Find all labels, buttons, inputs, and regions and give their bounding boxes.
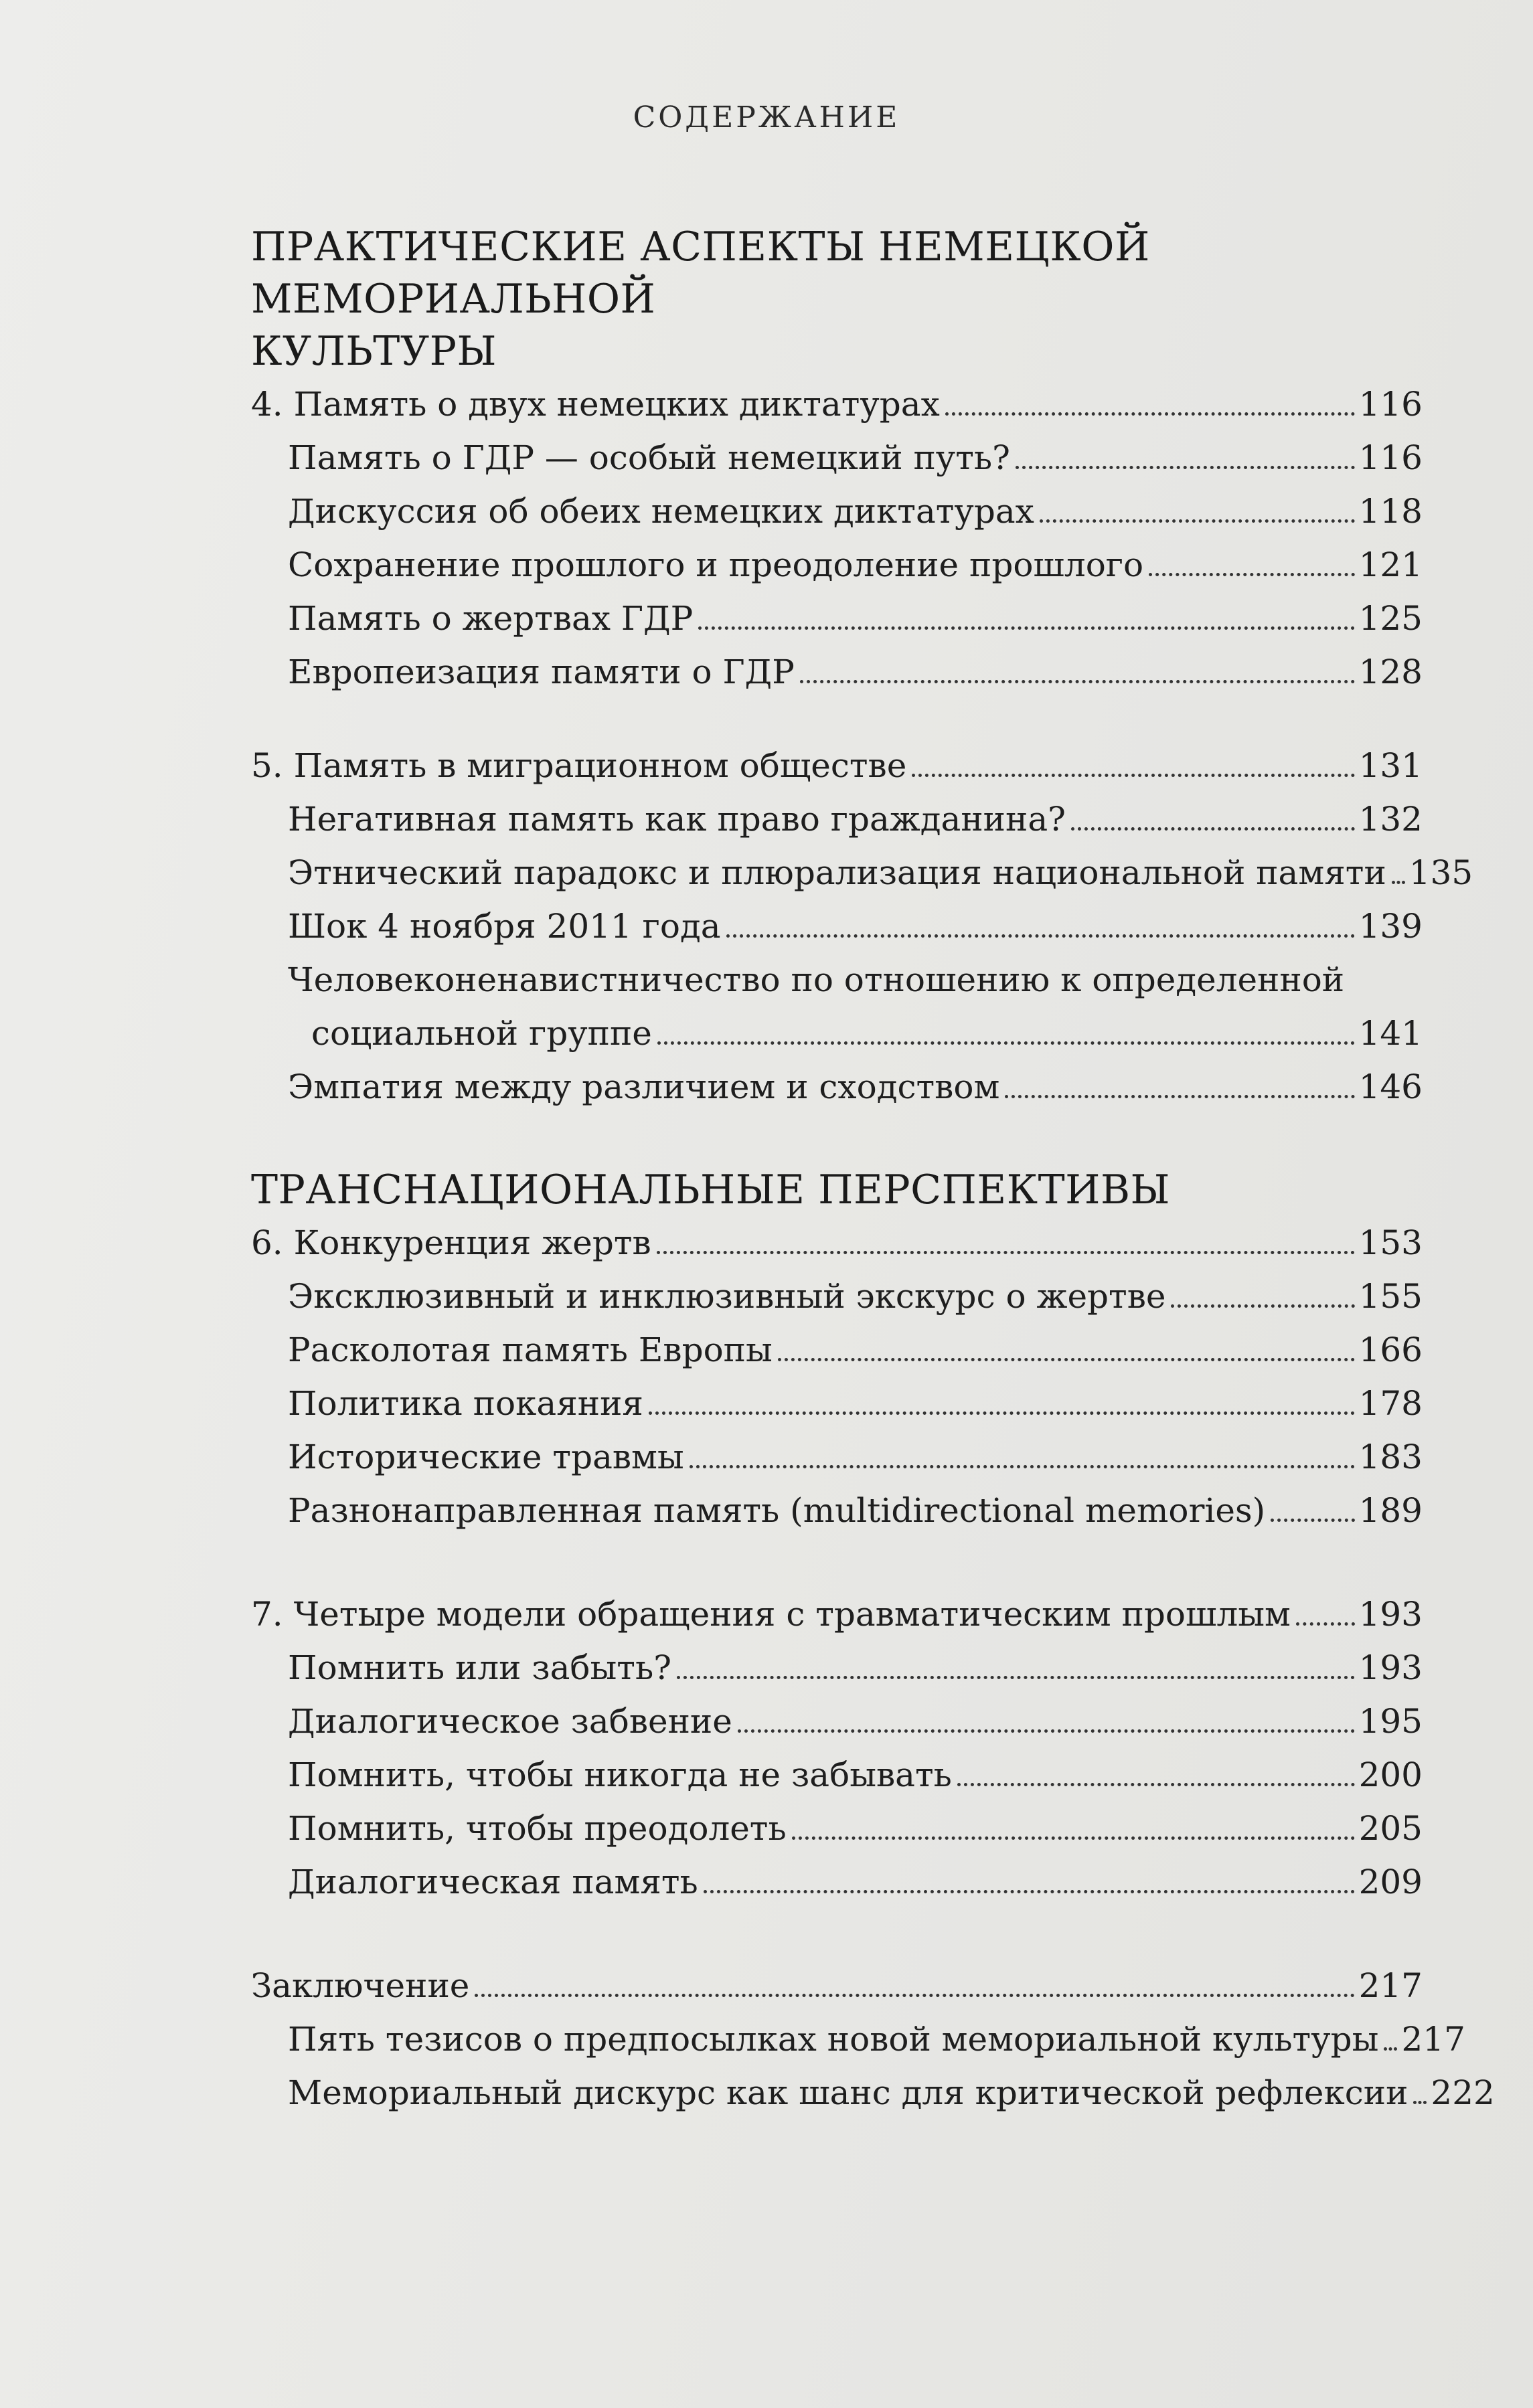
page-number: 132 bbox=[1358, 800, 1423, 839]
page-number: 193 bbox=[1358, 1595, 1423, 1634]
page-number: 116 bbox=[1358, 438, 1423, 477]
page-number: 135 bbox=[1408, 853, 1473, 892]
chapter-6 bbox=[251, 1216, 1423, 1537]
page-number: 166 bbox=[1358, 1330, 1423, 1369]
chapter-4 bbox=[251, 377, 1423, 699]
page-number: 146 bbox=[1358, 1067, 1423, 1106]
leader-dots bbox=[690, 1465, 1355, 1468]
page-number: 155 bbox=[1358, 1277, 1423, 1316]
toc-entry[interactable]: Дискуссия об обеих немецких диктатурах 118 bbox=[251, 485, 1423, 538]
toc-entry[interactable]: Память о жертвах ГДР 125 bbox=[251, 592, 1423, 645]
toc-entry[interactable]: 7. Четыре модели обращения с травматическим прошлым 193 bbox=[251, 1587, 1423, 1641]
toc-entry[interactable]: Политика покаяния 178 bbox=[251, 1377, 1423, 1430]
leader-dots bbox=[1071, 827, 1355, 831]
toc-entry-wrapped-line[interactable]: Человеконенавистничество по отношению к определенной bbox=[288, 960, 1345, 999]
page-number: 116 bbox=[1358, 385, 1423, 424]
leader-dots bbox=[1005, 1095, 1354, 1098]
page-number: 141 bbox=[1358, 1014, 1423, 1053]
leader-dots bbox=[1384, 2047, 1397, 2051]
page-number: 118 bbox=[1358, 492, 1423, 531]
page-number: 217 bbox=[1358, 1966, 1423, 2005]
toc-entry[interactable]: Заключение 217 bbox=[251, 1959, 1423, 2012]
page-number: 131 bbox=[1358, 746, 1423, 785]
leader-dots bbox=[1296, 1622, 1355, 1626]
toc-entry[interactable]: 6. Конкуренция жертв 153 bbox=[251, 1216, 1423, 1270]
leader-dots bbox=[778, 1358, 1355, 1361]
toc-entry[interactable]: социальной группе 141 bbox=[251, 1007, 1423, 1060]
toc-entry[interactable]: Диалогическое забвение 195 bbox=[251, 1695, 1423, 1748]
section-title: ТРАНСНАЦИОНАЛЬНЫЕ ПЕРСПЕКТИВЫ bbox=[251, 1167, 1171, 1213]
page-number: 139 bbox=[1358, 907, 1423, 946]
leader-dots bbox=[800, 680, 1355, 683]
leader-dots bbox=[738, 1729, 1355, 1733]
leader-dots bbox=[657, 1041, 1355, 1045]
leader-dots bbox=[1392, 881, 1405, 884]
leader-dots bbox=[649, 1411, 1355, 1415]
section-title: ПРАКТИЧЕСКИЕ АСПЕКТЫ НЕМЕЦКОЙ МЕМОРИАЛЬНОЙ КУЛЬТУРЫ bbox=[251, 224, 1150, 375]
page-number: 205 bbox=[1358, 1809, 1423, 1848]
page-number: 195 bbox=[1358, 1702, 1423, 1741]
page-number: 217 bbox=[1401, 2020, 1465, 2059]
page-number: 209 bbox=[1358, 1863, 1423, 1901]
page-number: 183 bbox=[1358, 1438, 1423, 1476]
page-number: 153 bbox=[1358, 1223, 1423, 1262]
page-number: 125 bbox=[1358, 599, 1423, 638]
leader-dots bbox=[698, 626, 1354, 630]
leader-dots bbox=[1016, 466, 1355, 469]
leader-dots bbox=[657, 1251, 1355, 1254]
toc-entry[interactable]: Исторические травмы 183 bbox=[251, 1430, 1423, 1484]
toc-entry[interactable]: Негативная память как право гражданина? 132 bbox=[251, 792, 1423, 846]
toc-entry[interactable]: Помнить, чтобы преодолеть 205 bbox=[251, 1802, 1423, 1855]
toc-entry[interactable]: Сохранение прошлого и преодоление прошлого 121 bbox=[251, 538, 1423, 592]
conclusion bbox=[251, 1959, 1495, 2120]
leader-dots bbox=[957, 1783, 1355, 1786]
running-head: СОДЕРЖАНИЕ bbox=[633, 100, 900, 135]
page-number: 128 bbox=[1358, 653, 1423, 691]
page-number: 200 bbox=[1358, 1755, 1423, 1794]
toc-entry[interactable]: 4. Память о двух немецких диктатурах 116 bbox=[251, 377, 1423, 431]
toc-entry[interactable]: Шок 4 ноября 2011 года 139 bbox=[251, 899, 1423, 953]
leader-dots bbox=[1271, 1519, 1354, 1522]
toc-entry[interactable]: Помнить или забыть? 193 bbox=[251, 1641, 1423, 1695]
chapter-7 bbox=[251, 1587, 1423, 1909]
leader-dots bbox=[912, 774, 1354, 777]
toc-entry[interactable]: Эмпатия между различием и сходством 146 bbox=[251, 1060, 1423, 1114]
toc-entry[interactable]: Диалогическая память 209 bbox=[251, 1855, 1423, 1909]
toc-entry[interactable]: Эксклюзивный и инклюзивный экскурс о жертве 155 bbox=[251, 1270, 1423, 1323]
leader-dots bbox=[1149, 573, 1354, 576]
toc-entry[interactable]: Память о ГДР — особый немецкий путь? 116 bbox=[251, 431, 1423, 485]
page-number: 193 bbox=[1358, 1648, 1423, 1687]
toc-entry[interactable]: Разнонаправленная память (multidirectional memories) 189 bbox=[251, 1484, 1423, 1537]
chapter-5 bbox=[251, 739, 1473, 1114]
page-number: 121 bbox=[1358, 545, 1423, 584]
toc-entry[interactable]: Мемориальный дискурс как шанс для критической рефлексии 222 bbox=[251, 2066, 1423, 2120]
toc-entry[interactable]: 5. Память в миграционном обществе 131 bbox=[251, 739, 1423, 792]
toc-entry[interactable]: Пять тезисов о предпосылках новой мемориальной культуры 217 bbox=[251, 2012, 1423, 2066]
toc-entry[interactable]: Помнить, чтобы никогда не забывать 200 bbox=[251, 1748, 1423, 1802]
leader-dots bbox=[1040, 519, 1355, 523]
table-of-contents bbox=[251, 221, 1495, 2120]
page-number: 222 bbox=[1431, 2073, 1495, 2112]
leader-dots bbox=[726, 934, 1355, 938]
page-number: 178 bbox=[1358, 1384, 1423, 1423]
leader-dots bbox=[475, 1994, 1354, 1997]
leader-dots bbox=[1171, 1304, 1354, 1308]
leader-dots bbox=[704, 1890, 1355, 1893]
toc-entry[interactable]: Этнический парадокс и плюрализация национальной памяти 135 bbox=[251, 846, 1423, 899]
leader-dots bbox=[677, 1676, 1355, 1679]
leader-dots bbox=[1413, 2101, 1427, 2104]
leader-dots bbox=[945, 412, 1355, 416]
toc-entry[interactable]: Расколотая память Европы 166 bbox=[251, 1323, 1423, 1377]
leader-dots bbox=[792, 1836, 1355, 1840]
toc-entry[interactable]: Европеизация памяти о ГДР 128 bbox=[251, 645, 1423, 699]
page-number: 189 bbox=[1358, 1491, 1423, 1530]
